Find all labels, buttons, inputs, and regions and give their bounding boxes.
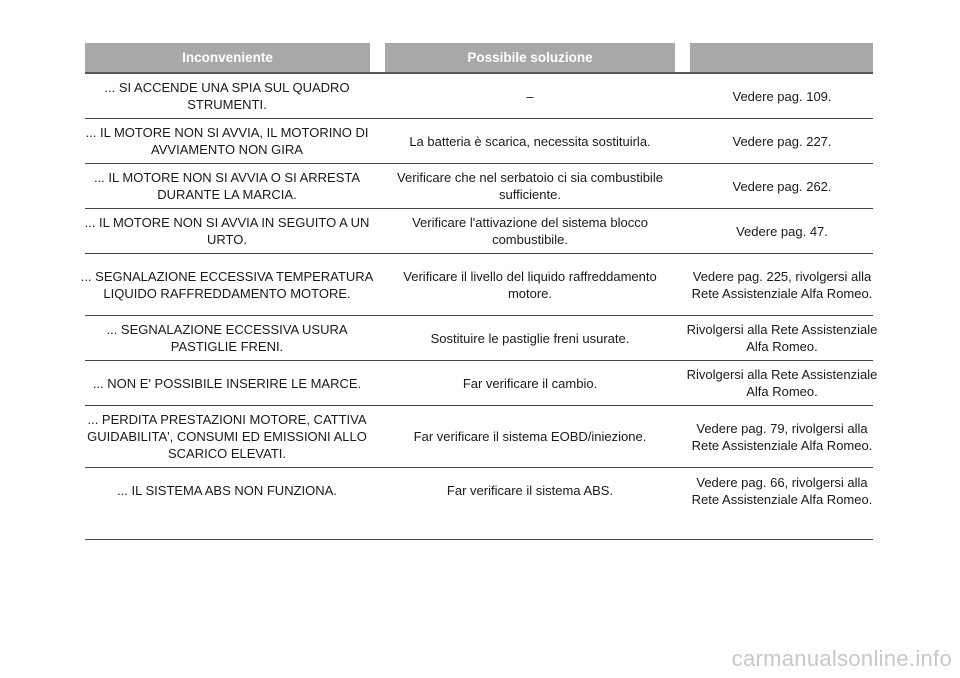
solution-cell: La batteria è scarica, necessita sostituirla. <box>409 133 651 149</box>
table-row <box>85 361 878 406</box>
table-row <box>85 316 878 361</box>
reference-cell: Vedere pag. 262. <box>732 178 832 194</box>
solution-cell: Far verificare il sistema ABS. <box>446 483 614 498</box>
solution-cell: Verificare l'attivazione del sistema blocco combustibile. <box>412 215 648 247</box>
reference-cell: Vedere pag. 66, rivolgersi alla Rete Assistenziale Alfa Romeo. <box>691 475 873 507</box>
solution-cell: Verificare che nel serbatoio ci sia combustibile sufficiente. <box>397 170 663 202</box>
reference-cell: Vedere pag. 225, rivolgersi alla Rete Assistenziale Alfa Romeo. <box>691 268 873 301</box>
problem-cell: ... IL MOTORE NON SI AVVIA O SI ARRESTA DURANTE LA MARCIA. <box>93 170 361 202</box>
header-reference <box>690 43 873 72</box>
table-row <box>85 468 873 540</box>
reference-cell: Vedere pag. 227. <box>732 133 832 149</box>
table-header <box>85 43 873 72</box>
table-row <box>80 254 873 316</box>
solution-cell: Far verificare il cambio. <box>462 375 598 391</box>
reference-cell: Vedere pag. 109. <box>732 88 832 104</box>
problem-cell: ... PERDITA PRESTAZIONI MOTORE, CATTIVA GUIDABILITA', CONSUMI ED EMISSIONI ALLO SCARICO ELEVATI. <box>87 412 367 461</box>
reference-cell: Vedere pag. 47. <box>736 223 828 239</box>
problem-cell: ... SEGNALAZIONE ECCESSIVA USURA PASTIGLIE FRENI. <box>106 322 348 354</box>
table-row <box>85 119 873 164</box>
problem-cell: ... SEGNALAZIONE ECCESSIVA TEMPERATURA LIQUIDO RAFFREDDAMENTO MOTORE. <box>80 268 374 301</box>
problem-cell: ... NON E' POSSIBILE INSERIRE LE MARCE. <box>92 375 362 391</box>
solution-cell: Far verificare il sistema EOBD/iniezione. <box>413 429 647 444</box>
header-inconveniente: Inconveniente <box>85 43 370 72</box>
reference-cell: Rivolgersi alla Rete Assistenziale Alfa Romeo. <box>686 367 878 399</box>
table-row <box>85 406 873 468</box>
solution-cell: Verificare il livello del liquido raffreddamento motore. <box>403 268 657 301</box>
header-possibile-soluzione: Possibile soluzione <box>385 43 675 72</box>
problem-cell: ... IL SISTEMA ABS NON FUNZIONA. <box>117 483 337 498</box>
table-row <box>85 74 873 119</box>
table-row <box>85 164 873 209</box>
problem-cell: ... IL MOTORE NON SI AVVIA IN SEGUITO A UN URTO. <box>84 215 370 247</box>
solution-cell: – <box>526 88 534 104</box>
table-row <box>85 209 873 254</box>
problem-cell: ... SI ACCENDE UNA SPIA SUL QUADRO STRUMENTI. <box>104 80 350 112</box>
reference-cell: Rivolgersi alla Rete Assistenziale Alfa Romeo. <box>686 322 878 354</box>
problem-cell: ... IL MOTORE NON SI AVVIA, IL MOTORINO DI AVVIAMENTO NON GIRA <box>85 125 369 157</box>
solution-cell: Sostituire le pastiglie freni usurate. <box>430 330 630 346</box>
reference-cell: Vedere pag. 79, rivolgersi alla Rete Assistenziale Alfa Romeo. <box>691 420 873 453</box>
watermark: carmanualsonline.info <box>731 646 952 671</box>
